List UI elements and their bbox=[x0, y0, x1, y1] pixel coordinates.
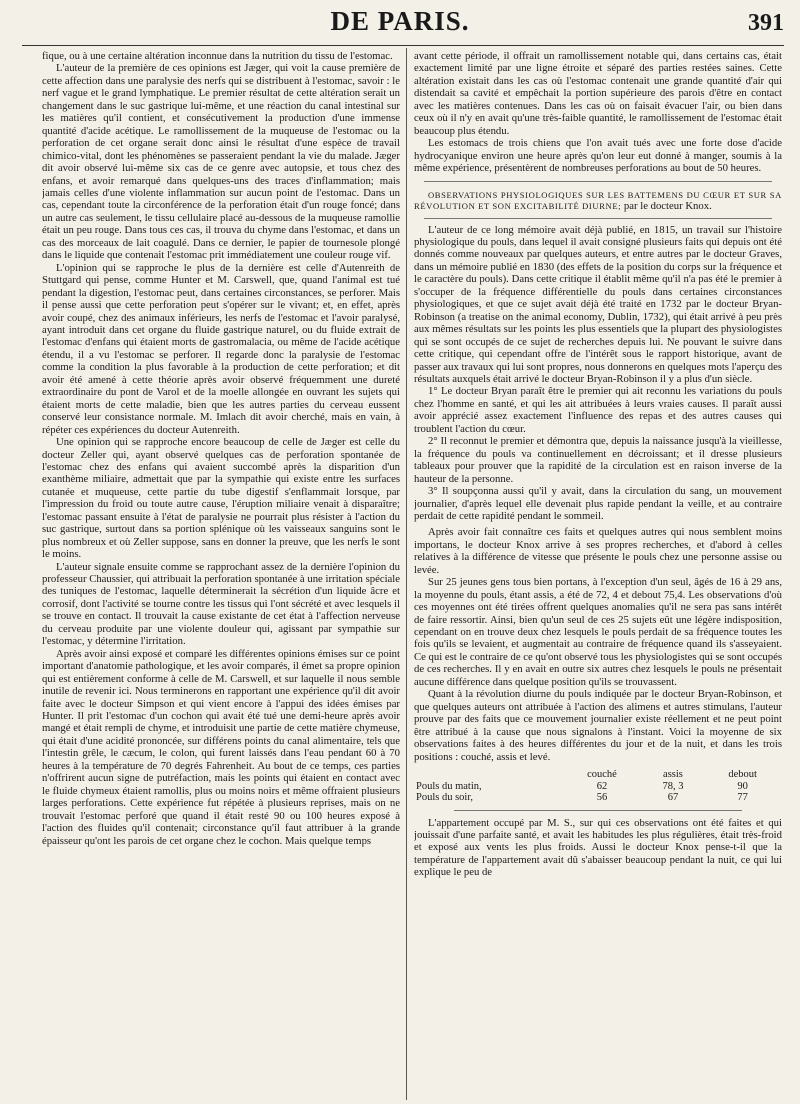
page-header bbox=[0, 0, 800, 42]
section-rule bbox=[454, 810, 742, 811]
page-number: 391 bbox=[748, 10, 784, 36]
column-header: debout bbox=[728, 769, 757, 781]
row-label: Pouls du soir, bbox=[416, 792, 474, 804]
right-column bbox=[414, 50, 782, 1102]
header-rule bbox=[22, 45, 784, 46]
table-cell: 67 bbox=[667, 792, 679, 804]
paragraph: Quant à la révolution diurne du pouls indiquée par le docteur Bryan-Robinson, et que quelques auteurs ont attribuée à l'action des alimens et autres stimulans, l'auteur prouve par des faits que ce mouvement journalier existe réellement et ne peut point être attribué à la cause que nous signalons à l'instant. Voici la moyenne de six observations faites à des heures différentes du jour et de la nuit, et dans les trois positions : couché, assis et levé. bbox=[414, 688, 782, 763]
paragraph: Après avoir fait connaître ces faits et quelques autres qui nous semblent moins importans, le docteur Knox arrive à ses propres recherches, et d'abord à celles relatives à la différence de vitesse que présente le pouls chez une personne assise ou levée. bbox=[414, 526, 782, 576]
paragraph: 3° Il soupçonna aussi qu'il y avait, dans la circulation du sang, un mouvement journalier, d'après lequel elle devenait plus rapide pendant la veille, et au contraire perdait de cette rapidité pendant le sommeil. bbox=[414, 485, 782, 522]
table-cell: 78, 3 bbox=[662, 780, 684, 792]
paragraph: L'auteur signale ensuite comme se rapprochant assez de la dernière l'opinion du professeur Chaussier, qui attribuait la perforation spontanée à une irritation spéciale des tuniques de l'estomac, laquelle déterminerait la sécrétion d'un liquide âcre et corrosif, dont l'activité se tourne contre les tissus qui l'ont sécrété et avec lesquels il se trouve en contact. Il trouvait la cause existante de cet état à l'affection nerveuse du cerveau produite par une violente douleur qui, agissant par sympathie sur l'estomac, y détermine l'irritation. bbox=[42, 560, 400, 648]
pulse-table bbox=[414, 769, 782, 804]
article-title bbox=[414, 190, 782, 212]
left-column bbox=[42, 50, 400, 1102]
column-header: couché bbox=[587, 769, 617, 781]
article-heading: OBSERVATIONS PHYSIOLOGIQUES SUR LES BATTEMENS DU CŒUR ET SUR SA RÉVOLUTION ET SON EXCITABILITÉ DIURNE; bbox=[414, 189, 782, 211]
paragraph: 2° Il reconnut le premier et démontra que, depuis la naissance jusqu'à la vieillesse, la fréquence du pouls va continuellement en décroissant; et il dresse plusieurs tableaux pour prouver que la rapidité de la circulation est en raison inverse de la hauteur de la personne. bbox=[414, 435, 782, 485]
table-row bbox=[414, 781, 782, 793]
table-cell: 62 bbox=[596, 780, 608, 792]
row-label: Pouls du matin, bbox=[416, 780, 482, 792]
section-rule bbox=[424, 181, 772, 182]
paragraph: fique, ou à une certaine altération inconnue dans la nutrition du tissu de l'estomac. bbox=[42, 50, 393, 62]
table-row bbox=[414, 792, 782, 804]
table-cell: 77 bbox=[737, 792, 748, 804]
paragraph: avant cette période, il offrait un ramollissement notable qui, dans certains cas, était exactement limité par une ligne étroite et séparé des parties restées saines. Cette altération existait dans les cas où l'estomac contenait une grande quantité d'air qui distendait sa cavité et empêchait la portion supérieure des parois d'être en contact avec les matières contenues. Dans les cas où on faisait évacuer l'air, ou bien dans ceux où il n'y en avait qu'une très-faible quantité, le ramollissement de l'estomac était beaucoup plus étendu. bbox=[414, 50, 782, 137]
table-header-row bbox=[414, 769, 782, 781]
section-rule bbox=[424, 218, 772, 219]
table-cell: 56 bbox=[596, 792, 608, 804]
paragraph: Une opinion qui se rapproche encore beaucoup de celle de Jæger est celle du docteur Zeller qui, ayant observé quelques cas de perforation spontanée de l'estomac chez des enfans qui avaient succombé après la disparition d'un exanthème miliaire, admettait que par la sympathie qui existe entre les surfaces cutanée et muqueuse, cette partie du tube digestif s'enflammait lorsque, par l'impression du froid ou toute autre cause, l'éruption miliaire venait à disparaître; l'estomac passant ensuite à l'état de paralysie ne pourrait plus résister à l'action du suc gastrique, surtout dans sa portion splénique où les vaisseaux sanguins sont le plus nombreux et où Zeller suppose, sans en donner la preuve, que les nerfs le sont le moins. bbox=[42, 436, 400, 561]
paragraph: Les estomacs de trois chiens que l'on avait tués avec une forte dose d'acide hydrocyanique environ une heure après qu'on leur eut donné à manger, soumis à la même expérience, présentèrent de nombreuses perforations au bout de 50 heures. bbox=[414, 137, 782, 175]
article-author: par le docteur Knox. bbox=[623, 199, 712, 212]
paragraph: L'opinion qui se rapproche le plus de la dernière est celle d'Autenreith de Stuttgard qui pense, comme Hunter et M. Carswell, que, quand l'animal est tué pendant la digestion, l'estomac peut, dans certaines circonstances, se perforer. Mais il pense aussi que cette perforation peut s'opérer sur le vivant; et, en effet, après avoir coupé, chez des animaux inférieurs, les nerfs de l'estomac et l'avoir paralysé, ayant introduit dans cet organe du fluide gastrique naturel, ou du fluide extrait de l'estomac d'enfans qui étaient morts de gastromalacia, ou même de l'acide acétique étendu, il a vu l'estomac se perforer. Il regarde donc la paralysie de l'estomac comme la condition la plus favorable à la production de cette perforation; et dit avoir été amené à cette théorie après avoir observé fréquemment une dureté extraordinaire du pont de Varol et de la moelle allongée en ouvrant les sujets qui étaient morts de cette maladie, bien que les autres parties du cerveau eussent conservé leur consistance normale. M. Imlach dit avoir cherché, mais en vain, à répéter ces expériences du docteur Autenreith. bbox=[42, 261, 400, 436]
running-title: DE PARIS. bbox=[330, 6, 470, 36]
paragraph: L'appartement occupé par M. S., sur qui ces observations ont été faites et qui jouissait d'une parfaite santé, et avait les habitudes les plus régulières, était très-froid et exposé aux vents les plus froids. Aussi le docteur Knox pense-t-il que la température de l'appartement avait dû s'abaisser beaucoup pendant la nuit, ce qui lui explique le peu de bbox=[414, 816, 782, 879]
column-divider bbox=[406, 48, 407, 1100]
paragraph: Sur 25 jeunes gens tous bien portans, à l'exception d'un seul, âgés de 16 à 29 ans, la moyenne du pouls, étant assis, a été de 72, 4 et debout 75,4. Les observations d'où ces moyennes ont été tirées offrent quelques anomalies qu'il ne sera pas sans intérêt de faire ressortir. Ainsi, bien qu'un seul de ces 25 sujets eût une légère indisposition, cependant on en trouve deux chez lesquels le pouls perdait de sa fréquence toutes les fois qu'ils se levaient, et augmentait au contraire de fréquence quand ils s'asseyaient. Ce qui est le contraire de ce qu'ont observé tous les physiologistes qui se sont occupés de ces recherches. Il y en avait en outre six autres chez lesquels le pouls ne présentait aucune différence dans quelque position qu'ils se trouvassent. bbox=[414, 576, 782, 688]
table-cell: 90 bbox=[737, 780, 748, 792]
paragraph: 1° Le docteur Bryan paraît être le premier qui ait reconnu les variations du pouls chez l'homme en santé, et qui les ait attribuées à leurs vraies causes. Il paraît aussi avoir apprécié assez exactement l'influence des repas et des autres causes qui troublent l'action du cœur. bbox=[414, 385, 782, 435]
paragraph: L'auteur de ce long mémoire avait déjà publié, en 1815, un travail sur l'histoire physiologique du pouls, dans lequel il avait consigné plusieurs faits qui depuis ont été donnés comme nouveaux par quelques auteurs, et entre autres par le docteur Graves, dans un mémoire publié en 1830 (des effets de la position du corps sur la fréquence et le caractère du pouls). Dans cette critique il établit même qu'il n'a pas été le premier à s'occuper de la fréquence différentielle du pouls dans certaines circonstances physiologiques, et que ce sujet avait déjà été traité en 1732 par le docteur Bryan-Robinson (a treatise on the animal economy, Dublin, 1732), qui était arrivé à peu près aux mêmes résultats sur les points les plus essentiels que la plupart des physiologistes qui se sont occupés de ce sujet de recherches depuis lui. Ne pouvant le suivre dans cette critique, qui cependant offre de l'intérêt sous le rapport historique, avant de passer aux travaux qui lui sont propres, nous donnerons en quelques mots l'aperçu des résultats auxquels était arrivé le docteur Bryan-Robinson il y a plus d'un siècle. bbox=[414, 223, 782, 385]
paragraph: Après avoir ainsi exposé et comparé les différentes opinions émises sur ce point important d'anatomie pathologique, et les avoir comparés, il émet sa propre opinion qui est entièrement conforme à celle de M. Carswell, et sur laquelle il nous semble inutile de revenir ici. Nous terminerons en rapportant une expérience qu'il dit avoir faite avec le docteur Simpson et qui vient encore à l'appui des idées émises par Hunter. Il prit l'estomac d'un cochon qui avait été tué une demi-heure après avoir mangé et était rempli de chyme, et introduisit une partie de cette matière chymeuse, qui était d'une acidité prononcée, sur différens points du canal alimentaire, tels que l'intestin grêle, le cæcum, le colon, qui furent laissés dans l'eau pendant 60 à 70 heures à la température de 70 degrés Fahrenheit. Au bout de ce temps, ces parties n'offrirent aucun signe de putréfaction, mais les points qui étaient en contact avec le fluide chymeux étaient ramollis, plus ou moins noirs et même offraient plusieurs larges perforations. Cette expérience fut répétée à plusieurs reprises, mais on ne trouvait l'estomac perforé que quand il était resté 90 ou 100 heures exposé à l'action des fluides qu'il contenait; circonstance qu'il faut attribuer à la grande épaisseur qu'ont les parois de cet organe chez le cochon. Mais quelque temps bbox=[42, 647, 400, 847]
column-header: assis bbox=[663, 769, 683, 781]
paragraph: L'auteur de la première de ces opinions est Jæger, qui voit la cause première de cette affection dans une paralysie des nerfs qui se distribuent à l'estomac, savoir : le nerf vague et le grand lymphatique. Le premier résultat de cette altération serait un changement dans le suc gastrique lui-même, et une réaction du canal intestinal sur les matières qu'il contient, et consécutivement la production d'une immense quantité d'acide acétique. Le ramollissement de la muqueuse de l'estomac ou la perforation de cet organe serait donc ainsi le résultat d'une espèce de travail chimico-vital, dont les phénomènes se passeraient pendant la vie du malade. Jæger dit avoir observé lui-même six cas de ce genre avec autopsie, et tous chez des enfans, et avoir remarqué dans quelques-uns des traces d'inflammation; mais jamais celles d'une violente inflammation sur aucun point de l'estomac. Dans un cas, cependant toute la circonférence de la perforation était d'un rouge foncé; dans un autre cas seulement, le tissu cellulaire placé au-dessous de la muqueuse ramollie était un peu rouge. Dans tous ces cas, il trouva du chyme dans l'estomac, et dans un cas des morceaux de lait coagulé. Dans ce dernier, le papier de tournesole plongé dans le liquide que contenait l'estomac prit immédiatement une couleur rouge vif. bbox=[42, 62, 400, 262]
